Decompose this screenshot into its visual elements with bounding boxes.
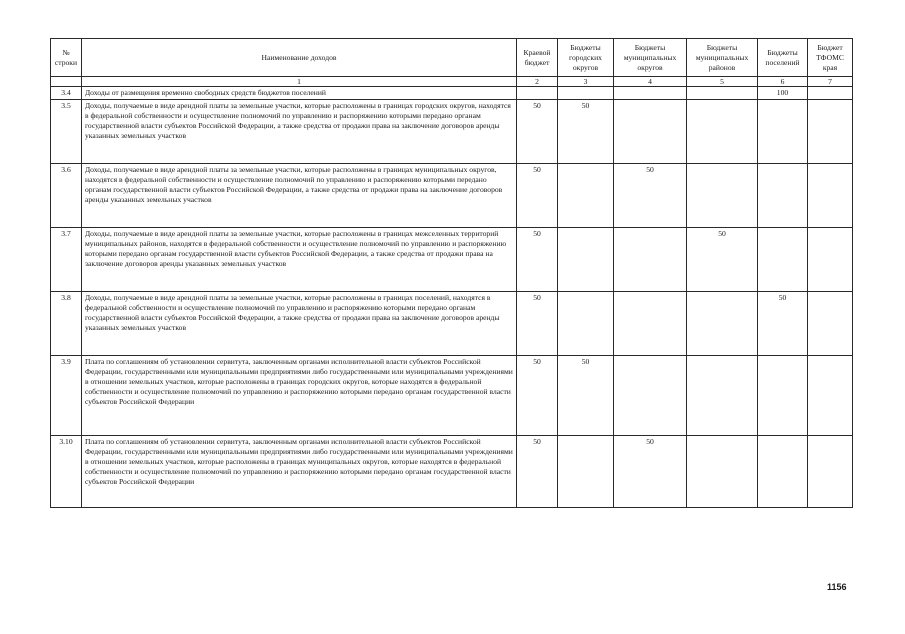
share-value — [808, 100, 853, 164]
share-value: 50 — [558, 100, 614, 164]
share-value: 50 — [517, 436, 558, 508]
row-number: 3.6 — [51, 164, 82, 228]
row-number: 3.5 — [51, 100, 82, 164]
share-value — [687, 436, 758, 508]
share-value — [687, 356, 758, 436]
share-value — [614, 356, 687, 436]
share-value — [808, 228, 853, 292]
share-value: 50 — [517, 292, 558, 356]
header-regional: Краевой бюджет — [517, 39, 558, 77]
header-municipal-districts: Бюджеты муниципальных округов — [614, 39, 687, 77]
income-name: Плата по соглашениям об установлении сервитута, заключенным органами исполнительной власти субъектов Российской Федерации, государственными или муниципальными предприятиями либо государственными или муниципальными учреждениями в отношении земельных участков, которые расположены в границах городских округов, которые находятся в федеральной собственности и осуществление полномочий по управлению и распоряжению которыми передано органам государственной власти субъектов Российской Федерации — [82, 356, 517, 436]
share-value — [558, 292, 614, 356]
share-value — [614, 228, 687, 292]
share-value: 50 — [558, 356, 614, 436]
header-name: Наименование доходов — [82, 39, 517, 77]
table-row — [51, 228, 853, 292]
share-value — [758, 100, 808, 164]
share-value: 50 — [517, 228, 558, 292]
income-name: Доходы, получаемые в виде арендной платы за земельные участки, которые расположены в границах межселенных территорий муниципальных районов, находятся в федеральной собственности и осуществление полномочий по управлению и распоряжению которыми передано органам государственной власти субъектов Российской Федерации, а также средства от продажи права на заключение договоров аренды указанных земельных участков — [82, 228, 517, 292]
row-number: 3.7 — [51, 228, 82, 292]
share-value: 50 — [758, 292, 808, 356]
numbering-cell: 4 — [614, 77, 687, 87]
share-value: 50 — [517, 100, 558, 164]
share-value — [558, 228, 614, 292]
numbering-cell: 5 — [687, 77, 758, 87]
header-row-no: № строки — [51, 39, 82, 77]
table-row — [51, 292, 853, 356]
numbering-cell: 7 — [808, 77, 853, 87]
share-value — [558, 164, 614, 228]
share-value — [687, 164, 758, 228]
row-number: 3.8 — [51, 292, 82, 356]
share-value — [808, 356, 853, 436]
share-value — [687, 292, 758, 356]
share-value — [558, 87, 614, 100]
share-value: 50 — [687, 228, 758, 292]
numbering-cell: 6 — [758, 77, 808, 87]
share-value — [687, 100, 758, 164]
header-tfoms: Бюджет ТФОМС края — [808, 39, 853, 77]
income-name: Доходы, получаемые в виде арендной платы за земельные участки, которые расположены в границах поселений, находятся в федеральной собственности и осуществление полномочий по управлению и распоряжению которыми передано органам государственной власти субъектов Российской Федерации, а также средства от продажи права на заключение договоров аренды указанных земельных участков — [82, 292, 517, 356]
share-value: 50 — [614, 436, 687, 508]
share-value — [517, 87, 558, 100]
income-name: Доходы, получаемые в виде арендной платы за земельные участки, которые расположены в границах муниципальных округов, находятся в федеральной собственности и осуществление полномочий по управлению и распоряжению которыми передано органам государственной власти субъектов Российской Федерации, а также средства от продажи права на заключение договоров аренды указанных земельных участков — [82, 164, 517, 228]
table-row — [51, 87, 853, 100]
income-name: Плата по соглашениям об установлении сервитута, заключенным органами исполнительной власти субъектов Российской Федерации, государственными или муниципальными предприятиями либо государственными или муниципальными учреждениями в отношении земельных участков, которые расположены в границах муниципальных округов, которые находятся в федеральной собственности и осуществление полномочий по управлению и распоряжению которыми передано органам государственной власти субъектов Российской Федерации — [82, 436, 517, 508]
table-row — [51, 436, 853, 508]
share-value — [758, 164, 808, 228]
header-municipal-areas: Бюджеты муниципальных районов — [687, 39, 758, 77]
share-value: 50 — [614, 164, 687, 228]
share-value — [808, 292, 853, 356]
share-value — [808, 164, 853, 228]
numbering-empty-cell — [51, 77, 82, 87]
row-number: 3.10 — [51, 436, 82, 508]
share-value — [614, 292, 687, 356]
table-body — [51, 87, 853, 508]
share-value: 100 — [758, 87, 808, 100]
header-city-districts: Бюджеты городских округов — [558, 39, 614, 77]
share-value — [758, 228, 808, 292]
share-value — [808, 87, 853, 100]
column-numbering-row — [51, 77, 853, 87]
table-row — [51, 356, 853, 436]
share-value — [558, 436, 614, 508]
row-number: 3.9 — [51, 356, 82, 436]
row-number: 3.4 — [51, 87, 82, 100]
income-name: Доходы от размещения временно свободных средств бюджетов поселений — [82, 87, 517, 100]
share-value — [808, 436, 853, 508]
share-value — [614, 100, 687, 164]
share-value: 50 — [517, 164, 558, 228]
table-row — [51, 100, 853, 164]
numbering-cell: 3 — [558, 77, 614, 87]
income-distribution-table — [50, 38, 853, 508]
share-value — [758, 356, 808, 436]
share-value — [687, 87, 758, 100]
share-value: 50 — [517, 356, 558, 436]
header-row — [51, 39, 853, 77]
header-settlements: Бюджеты поселений — [758, 39, 808, 77]
table-row — [51, 164, 853, 228]
income-name: Доходы, получаемые в виде арендной платы за земельные участки, которые расположены в границах городских округов, находятся в федеральной собственности и осуществление полномочий по управлению и распоряжению которыми передано органам государственной власти субъектов Российской Федерации, а также средства от продажи права на заключение договоров аренды указанных земельных участков — [82, 100, 517, 164]
page-number: 1156 — [827, 582, 847, 592]
share-value — [758, 436, 808, 508]
numbering-cell: 1 — [82, 77, 517, 87]
share-value — [614, 87, 687, 100]
numbering-cell: 2 — [517, 77, 558, 87]
